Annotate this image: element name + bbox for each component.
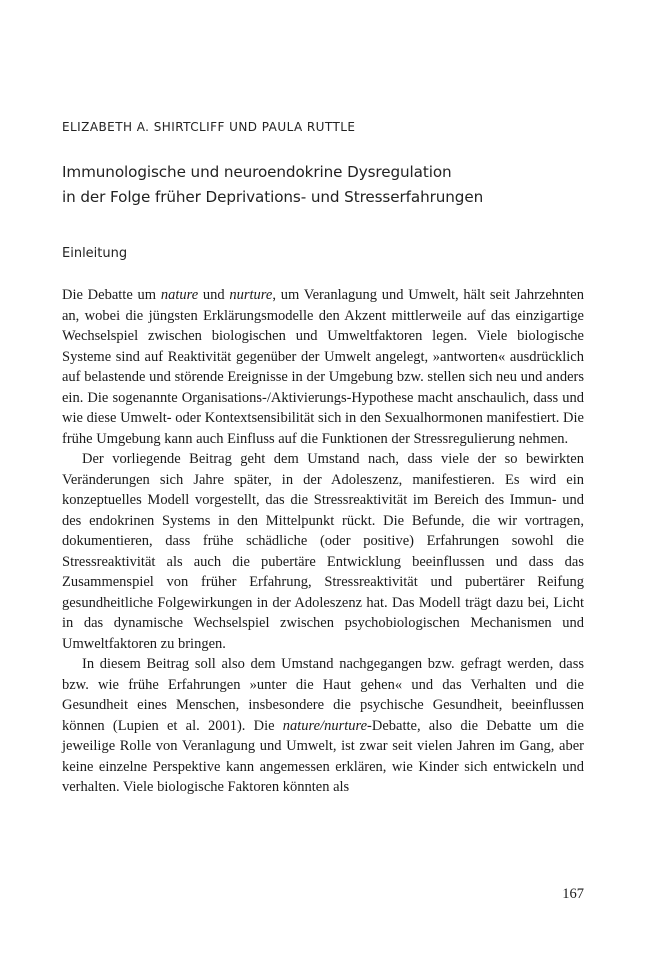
paragraph-1-text-a: Die Debatte um xyxy=(62,287,161,303)
chapter-title-line-1: Immunologische und neuroendokrine Dysregulation xyxy=(62,163,452,181)
body-text xyxy=(62,285,584,798)
paragraph-1-text-c: und xyxy=(198,287,230,303)
paragraph-1-text-e: , um Veranlagung und Umwelt, hält seit Jahrzehnten an, wobei die jüngsten Erklärungsmodelle den Akzent mittlerweile auf das einzigartige Wechselspiel zwischen biologischen und Umweltfaktoren legen. Viele biologische Systeme sind auf Reaktivität gegenüber der Umwelt angelegt, »antworten« ausdrücklich auf belastende und störende Ereignisse in der Umgebung bzw. stellen sich neu und anders ein. Die sogenannte Organisations-/Aktivierungs-Hypothese macht anschaulich, dass und wie diese Umwelt- oder Kontextsensibilität sich in den Sexualhormonen manifestiert. Die frühe Umgebung kann auch Einfluss auf die Funktionen der Stressregulierung nehmen. xyxy=(62,287,584,447)
paragraph-3-text-a: In diesem Beitrag soll also dem Umstand nachgegangen bzw. gefragt werden, dass bzw. wie frühe Erfahrungen »unter die Haut gehen« und das Verhalten und die Gesundheit eines Menschen, insbesondere die psychische Gesundheit, beeinflussen können (Lupien et al. 2001). Die xyxy=(62,656,584,734)
chapter-title xyxy=(62,160,584,210)
paragraph-1 xyxy=(62,285,584,449)
paragraph-3 xyxy=(62,654,584,798)
paragraph-2: Der vorliegende Beitrag geht dem Umstand nach, dass viele der so bewirkten Veränderungen sich Jahre später, in der Adoleszenz, manifestieren. Es wird ein konzeptuelles Modell vorgestellt, das die Stressreaktivität im Bereich des Immun- und des endokrinen Systems in den Mittelpunkt rückt. Die Befunde, die wir vortragen, dokumentieren, dass frühe schädliche (oder positive) Erfahrungen sowohl die Stressreaktivität als auch die pubertäre Entwicklung beeinflussen und dass das Zusammenspiel von früher Erfahrung, Stressreaktivität und pubertärer Reifung gesundheitliche Folgewirkungen in der Adoleszenz hat. Das Modell trägt dazu bei, Licht in das dynamische Wechselspiel zwischen psychobiologischen Mechanismen und Umweltfaktoren zu bringen. xyxy=(62,451,584,652)
book-page xyxy=(62,0,584,968)
chapter-title-line-2: in der Folge früher Deprivations- und Stresserfahrungen xyxy=(62,188,484,206)
page-number: 167 xyxy=(562,886,584,902)
term-nature: nature xyxy=(160,287,199,303)
paragraph-3-text-c: -Debatte, also die Debatte um die jeweilige Rolle von Veranlagung und Umwelt, ist zwar seit vielen Jahren im Gang, aber keine einzelne Perspektive kann angemessen erklären, wie Kinder sich entwickeln und verhalten. Viele biologische Faktoren könnten als xyxy=(62,717,584,795)
author-line: ELIZABETH A. SHIRTCLIFF UND PAULA RUTTLE xyxy=(62,120,356,134)
term-nurture: nurture xyxy=(229,287,273,303)
term-nature-nurture: nature/nurture xyxy=(282,717,368,734)
section-heading: Einleitung xyxy=(62,246,128,261)
